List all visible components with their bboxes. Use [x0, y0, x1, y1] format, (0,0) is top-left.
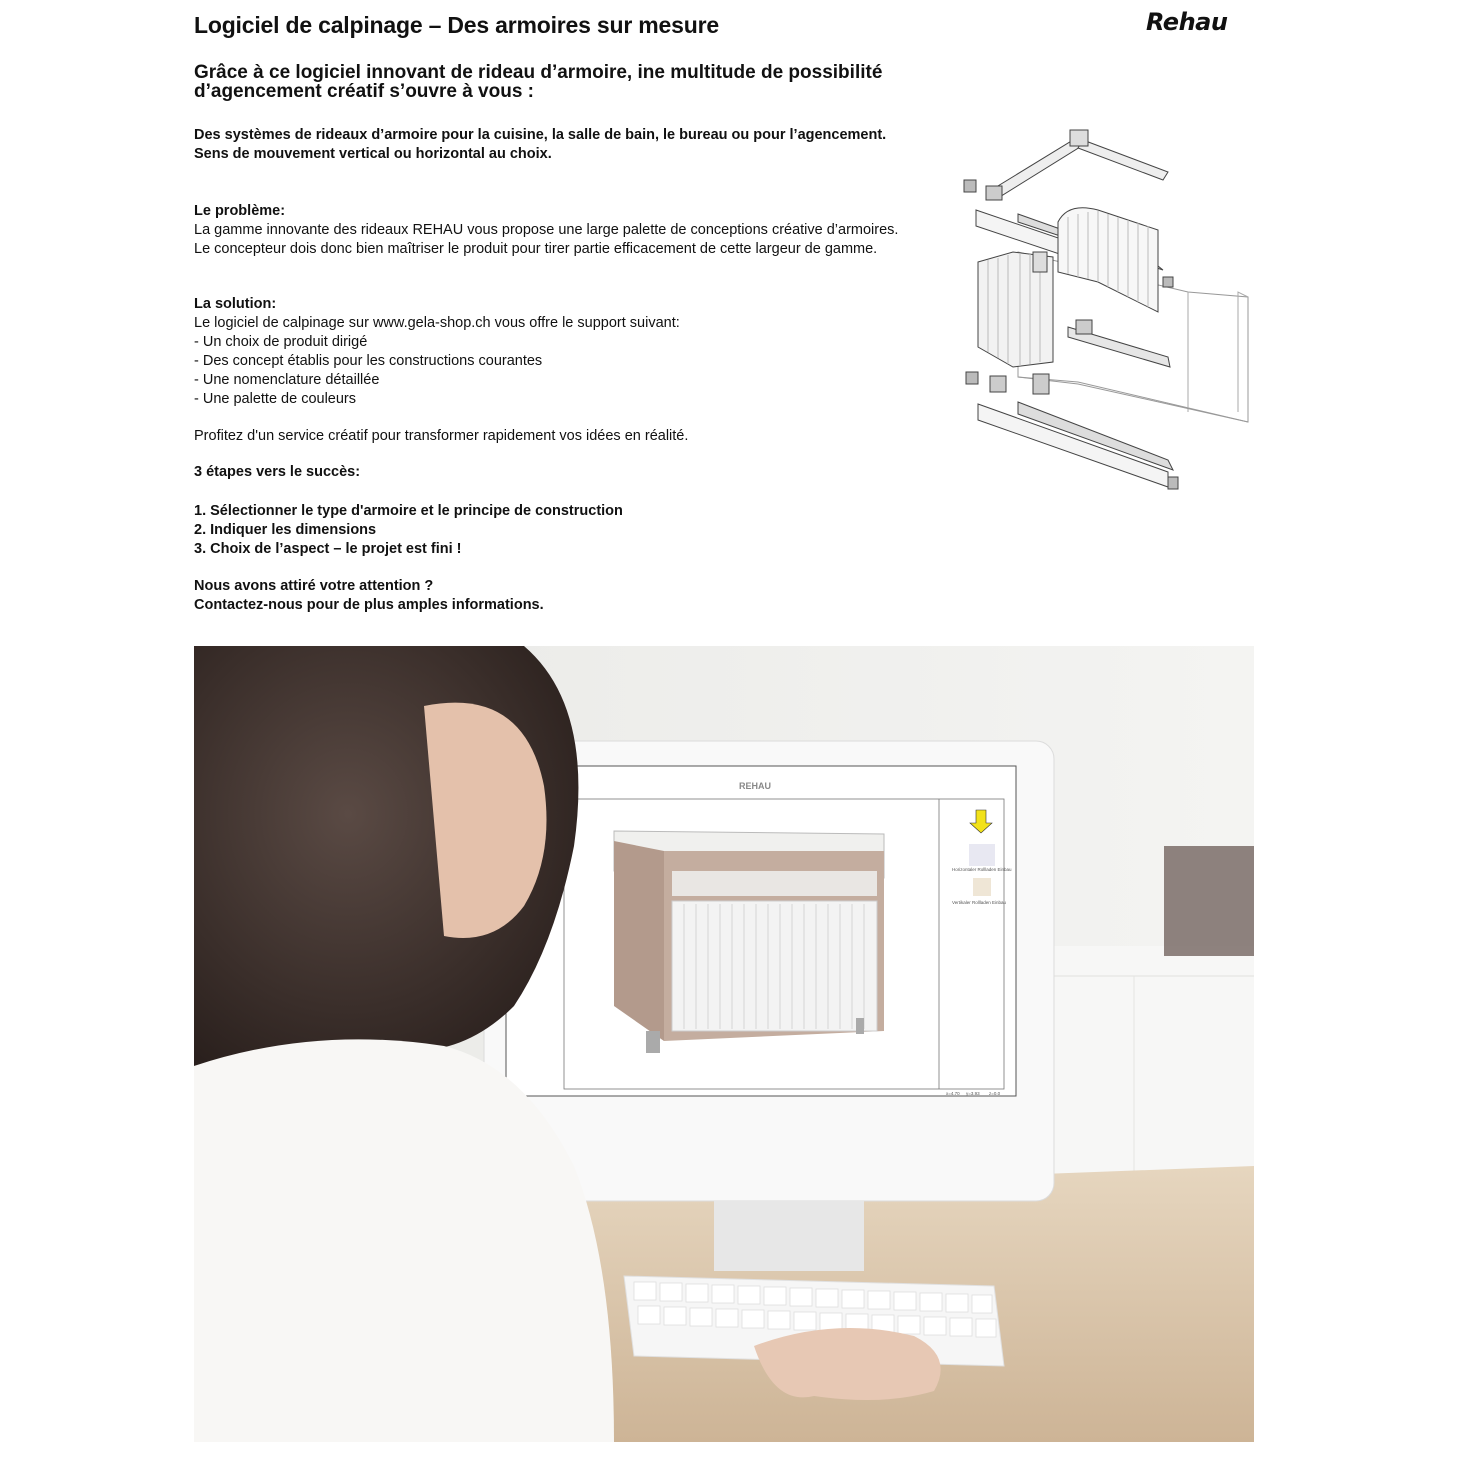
solution-section [194, 295, 954, 409]
cta-text: Profitez d'un service créatif pour transformer rapidement vos idées en réalité. [194, 428, 689, 444]
steps-title: 3 étapes vers le succès: [194, 464, 361, 480]
screen-status-z: z=0.0 [989, 1091, 1001, 1096]
intro-line-2: Sens de mouvement vertical ou horizontal au choix. [194, 146, 552, 162]
screen-status-x: x=4.70 [946, 1091, 960, 1096]
intro-line-1: Des systèmes de rideaux d’armoire pour la cuisine, la salle de bain, le bureau ou pour l’agencement. [194, 127, 887, 143]
step-item: 3. Choix de l’aspect – le projet est fini ! [194, 541, 462, 557]
problem-heading: Le problème: [194, 203, 286, 219]
photo-woman-at-computer [194, 646, 1254, 1442]
list-item: - Une palette de couleurs [194, 391, 357, 407]
photo-illustration [194, 646, 1254, 1442]
list-item: - Des concept établis pour les constructions courantes [194, 353, 543, 369]
subtitle-line-2: d’agencement créatif s’ouvre à vous : [194, 81, 535, 102]
screen-option-vertical: Vertikaler Rollladen Einbau [952, 900, 1007, 905]
step-item: 1. Sélectionner le type d'armoire et le principe de construction [194, 503, 623, 519]
screen-logo: REHAU [739, 781, 772, 791]
closing-line-1: Nous avons attiré votre attention ? [194, 578, 434, 594]
solution-intro: Le logiciel de calpinage sur www.gela-shop.ch vous offre le support suivant: [194, 315, 680, 331]
steps-list [194, 502, 954, 559]
closing-line-2: Contactez-nous pour de plus amples informations. [194, 597, 544, 613]
problem-section [194, 202, 954, 259]
closing-text [194, 577, 954, 615]
subtitle [194, 63, 954, 101]
problem-line-1: La gamme innovante des rideaux REHAU vous propose une large palette de conceptions créative d’armoires. [194, 222, 899, 238]
rehau-logo: Rehau [1146, 8, 1228, 36]
screen-status-y: y=3.93 [966, 1091, 980, 1096]
screen-option-horizontal: Horizontaler Rollladen Einbau [952, 867, 1012, 872]
list-item: - Une nomenclature détaillée [194, 372, 380, 388]
subtitle-line-1: Grâce à ce logiciel innovant de rideau d’armoire, ine multitude de possibilité [194, 62, 883, 83]
solution-list [194, 333, 954, 409]
step-item: 2. Indiquer les dimensions [194, 522, 377, 538]
page-title: Logiciel de calpinage – Des armoires sur mesure [194, 12, 719, 38]
list-item: - Un choix de produit dirigé [194, 334, 368, 350]
exploded-cabinet-diagram [958, 122, 1258, 506]
solution-heading: La solution: [194, 296, 277, 312]
intro-paragraph [194, 126, 954, 164]
problem-line-2: Le concepteur dois donc bien maîtriser le produit pour tirer partie efficacement de cette largeur de gamme. [194, 241, 878, 257]
